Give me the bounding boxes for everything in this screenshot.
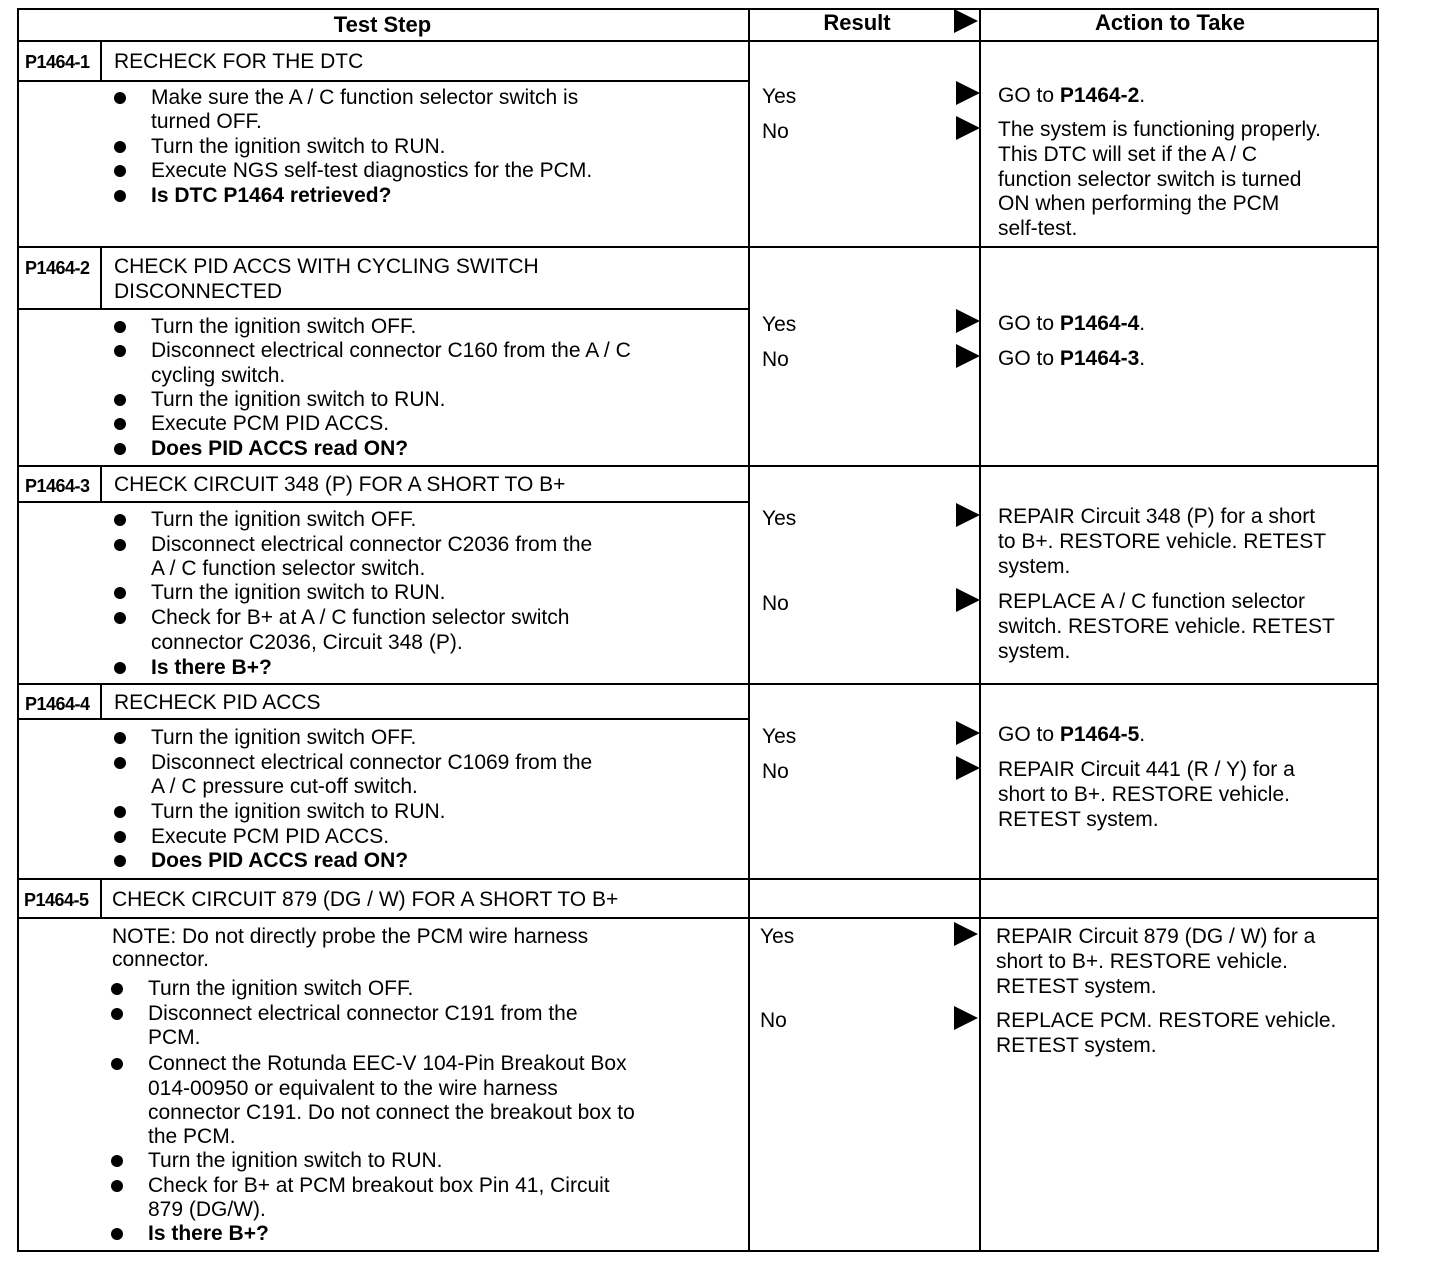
action-text: GO to P1464-2. <box>998 84 1146 107</box>
result-yes: Yes <box>762 85 797 108</box>
step-instruction: Turn the ignition switch OFF. <box>151 508 417 531</box>
action-text: RETEST system. <box>996 1034 1157 1057</box>
result-yes: Yes <box>760 925 795 948</box>
action-text: REPAIR Circuit 441 (R / Y) for a <box>998 758 1295 781</box>
arrow-icon <box>956 503 980 527</box>
step-code: P1464-4 <box>25 694 90 714</box>
step-instruction: Execute PCM PID ACCS. <box>151 825 390 848</box>
step-instruction: PCM. <box>148 1026 201 1049</box>
step-question: Does PID ACCS read ON? <box>151 437 409 460</box>
arrow-icon <box>956 309 980 333</box>
bullet-icon <box>114 732 126 744</box>
title-divider <box>17 718 749 720</box>
arrow-icon <box>956 756 980 780</box>
bullet-icon <box>111 1008 123 1020</box>
step-instruction: Turn the ignition switch to RUN. <box>151 800 446 823</box>
result-no: No <box>762 592 789 615</box>
bullet-icon <box>114 92 126 104</box>
action-text: short to B+. RESTORE vehicle. <box>998 783 1290 806</box>
arrow-icon <box>954 1006 978 1030</box>
step-note: NOTE: Do not directly probe the PCM wire harness <box>112 925 589 948</box>
step-instruction: Turn the ignition switch to RUN. <box>151 388 446 411</box>
code-divider <box>100 878 102 917</box>
bullet-icon <box>114 345 126 357</box>
action-text: switch. RESTORE vehicle. RETEST <box>998 615 1335 638</box>
action-text: RETEST system. <box>998 808 1159 831</box>
bullet-icon <box>111 983 123 995</box>
bullet-icon <box>114 662 126 674</box>
step-instruction: Connect the Rotunda EEC-V 104-Pin Breakout Box <box>148 1052 627 1075</box>
bullet-icon <box>114 757 126 769</box>
header-arrow-icon <box>954 9 978 33</box>
action-text: short to B+. RESTORE vehicle. <box>996 950 1288 973</box>
arrow-icon <box>956 81 980 105</box>
action-text: self-test. <box>998 217 1078 240</box>
step-instruction: Turn the ignition switch OFF. <box>148 977 414 1000</box>
arrow-icon <box>956 116 980 140</box>
header-divider <box>17 40 1379 42</box>
step-instruction: the PCM. <box>148 1125 236 1148</box>
step-instruction: Turn the ignition switch to RUN. <box>148 1149 443 1172</box>
action-text: REPLACE PCM. RESTORE vehicle. <box>996 1009 1337 1032</box>
step-instruction: 014-00950 or equivalent to the wire harness <box>148 1077 558 1100</box>
step-instruction: Disconnect electrical connector C191 from the <box>148 1002 578 1025</box>
section-divider <box>17 683 1379 685</box>
step-title: CHECK CIRCUIT 879 (DG / W) FOR A SHORT TO B+ <box>112 888 619 911</box>
bullet-icon <box>114 141 126 153</box>
arrow-icon <box>956 344 980 368</box>
result-yes: Yes <box>762 507 797 530</box>
step-title: DISCONNECTED <box>114 280 283 303</box>
action-text: REPLACE A / C function selector <box>998 590 1305 613</box>
title-divider <box>17 80 749 82</box>
step-instruction: Turn the ignition switch to RUN. <box>151 135 446 158</box>
step-question: Does PID ACCS read ON? <box>151 849 409 872</box>
code-divider <box>100 40 102 80</box>
bullet-icon <box>114 514 126 526</box>
step-instruction: cycling switch. <box>151 364 286 387</box>
section-divider <box>17 246 1379 248</box>
title-divider <box>17 917 1379 919</box>
action-text: to B+. RESTORE vehicle. RETEST <box>998 530 1327 553</box>
step-question: Is there B+? <box>148 1222 269 1245</box>
section-divider <box>17 465 1379 467</box>
step-note: connector. <box>112 948 209 971</box>
bullet-icon <box>114 394 126 406</box>
step-instruction: Make sure the A / C function selector switch is <box>151 86 579 109</box>
step-instruction: Disconnect electrical connector C160 from the A / C <box>151 339 631 362</box>
code-divider <box>100 246 102 308</box>
result-no: No <box>762 760 789 783</box>
bullet-icon <box>114 190 126 202</box>
bullet-icon <box>111 1180 123 1192</box>
bullet-icon <box>114 321 126 333</box>
action-text: REPAIR Circuit 348 (P) for a short <box>998 505 1316 528</box>
step-instruction: A / C function selector switch. <box>151 557 426 580</box>
step-instruction: Turn the ignition switch OFF. <box>151 315 417 338</box>
column-divider-action <box>979 8 981 1252</box>
action-text: This DTC will set if the A / C <box>998 143 1258 166</box>
step-instruction: connector C191. Do not connect the breakout box to <box>148 1101 635 1124</box>
step-code: P1464-1 <box>25 52 90 72</box>
arrow-icon <box>956 721 980 745</box>
code-divider <box>100 683 102 718</box>
step-instruction: Disconnect electrical connector C2036 from the <box>151 533 593 556</box>
action-text: GO to P1464-3. <box>998 347 1146 370</box>
result-no: No <box>762 348 789 371</box>
step-instruction: Check for B+ at A / C function selector switch <box>151 606 570 629</box>
title-divider <box>17 308 749 310</box>
step-title: RECHECK PID ACCS <box>114 691 321 714</box>
step-code: P1464-5 <box>24 890 89 910</box>
step-instruction: Disconnect electrical connector C1069 from the <box>151 751 593 774</box>
action-text: REPAIR Circuit 879 (DG / W) for a <box>996 925 1316 948</box>
header-test-step: Test Step <box>333 12 432 37</box>
step-code: P1464-3 <box>25 476 90 496</box>
step-instruction: Turn the ignition switch OFF. <box>151 726 417 749</box>
step-code: P1464-2 <box>25 258 90 278</box>
action-text: function selector switch is turned <box>998 168 1302 191</box>
bullet-icon <box>114 855 126 867</box>
bullet-icon <box>114 831 126 843</box>
step-instruction: 879 (DG/W). <box>148 1198 266 1221</box>
bullet-icon <box>114 165 126 177</box>
result-no: No <box>760 1009 787 1032</box>
step-title: RECHECK FOR THE DTC <box>114 50 364 73</box>
bullet-icon <box>114 612 126 624</box>
step-question: Is there B+? <box>151 656 272 679</box>
arrow-icon <box>954 922 978 946</box>
step-instruction: Execute PCM PID ACCS. <box>151 412 390 435</box>
step-question: Is DTC P1464 retrieved? <box>151 184 392 207</box>
header-result: Result <box>823 10 891 35</box>
step-instruction: Check for B+ at PCM breakout box Pin 41, Circuit <box>148 1174 610 1197</box>
step-instruction: Turn the ignition switch to RUN. <box>151 581 446 604</box>
title-divider <box>17 501 749 503</box>
section-divider <box>17 878 1379 880</box>
bullet-icon <box>111 1058 123 1070</box>
step-instruction: A / C pressure cut-off switch. <box>151 775 418 798</box>
bullet-icon <box>114 806 126 818</box>
action-text: GO to P1464-4. <box>998 312 1146 335</box>
action-text: system. <box>998 640 1071 663</box>
action-text: ON when performing the PCM <box>998 192 1280 215</box>
step-title: CHECK CIRCUIT 348 (P) FOR A SHORT TO B+ <box>114 473 566 496</box>
bullet-icon <box>114 539 126 551</box>
bullet-icon <box>114 443 126 455</box>
bullet-icon <box>111 1155 123 1167</box>
action-text: system. <box>998 555 1071 578</box>
result-yes: Yes <box>762 313 797 336</box>
bullet-icon <box>114 587 126 599</box>
action-text: GO to P1464-5. <box>998 723 1146 746</box>
arrow-icon <box>956 588 980 612</box>
action-text: The system is functioning properly. <box>998 118 1321 141</box>
step-title: CHECK PID ACCS WITH CYCLING SWITCH <box>114 255 539 278</box>
step-instruction: connector C2036, Circuit 348 (P). <box>151 631 463 654</box>
action-text: RETEST system. <box>996 975 1157 998</box>
bullet-icon <box>114 418 126 430</box>
code-divider <box>100 465 102 501</box>
result-no: No <box>762 120 789 143</box>
column-divider-result <box>748 8 750 1252</box>
step-instruction: Execute NGS self-test diagnostics for the PCM. <box>151 159 593 182</box>
header-action: Action to Take <box>1095 10 1245 35</box>
step-instruction: turned OFF. <box>151 110 262 133</box>
result-yes: Yes <box>762 725 797 748</box>
bullet-icon <box>111 1228 123 1240</box>
